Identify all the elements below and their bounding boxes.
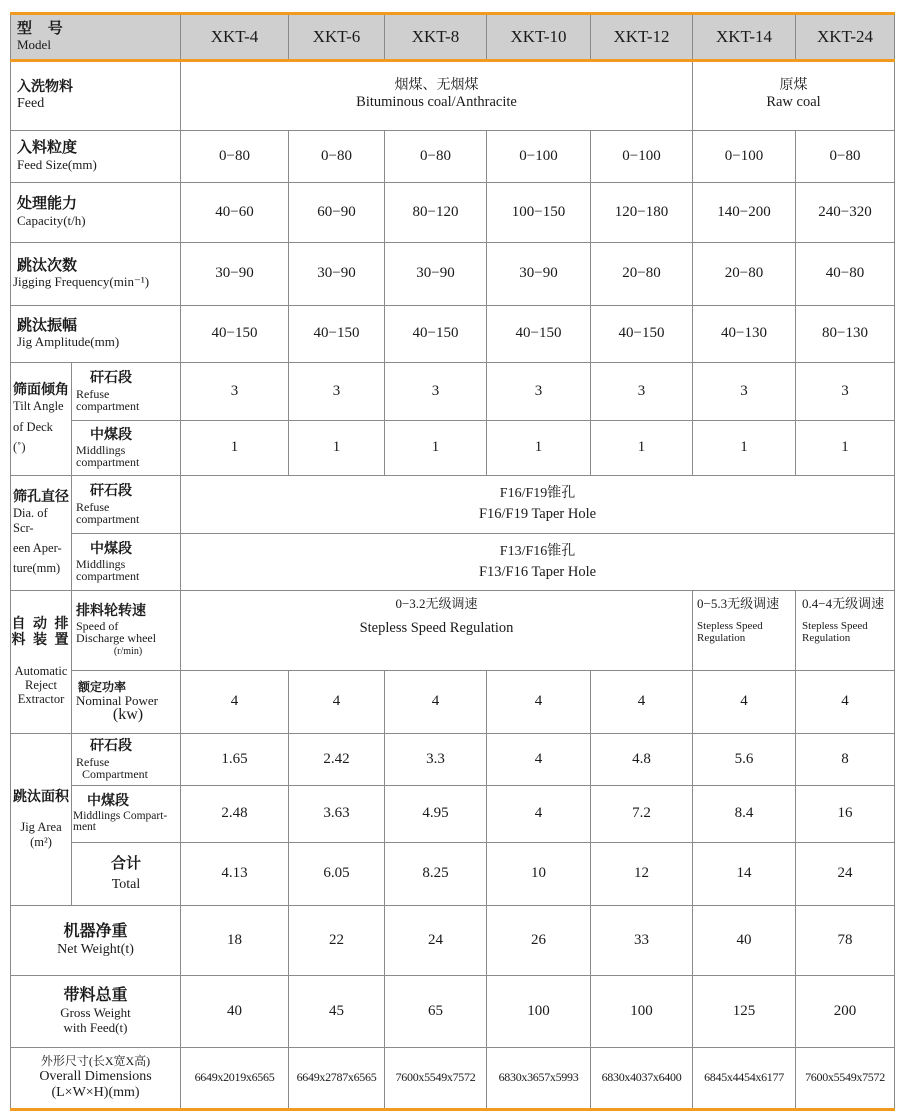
screen-aperture-label-zh: 筛孔直径: [13, 490, 69, 506]
dimensions-label-zh: 外形尺寸(长X宽X高): [40, 1054, 151, 1068]
cell: 7600x5549x7572: [385, 1048, 487, 1110]
cell: 7600x5549x7572: [796, 1048, 895, 1110]
cell: 4: [385, 671, 487, 734]
cell: 4.8: [591, 734, 693, 786]
tilt-refuse-label: [72, 363, 181, 421]
feed-group-raw: [693, 61, 895, 131]
cell: 3: [591, 363, 693, 421]
tilt-refuse-label-zh: 矸石段: [90, 371, 132, 387]
cell: 40−80: [796, 243, 895, 306]
tilt-middlings-label-zh: 中煤段: [90, 427, 132, 443]
discharge-speed-group3: [796, 591, 895, 671]
feed-label: [11, 61, 181, 131]
gross-weight-label-en2: with Feed(t): [63, 1019, 128, 1035]
model-xkt-8: XKT-8: [385, 14, 487, 61]
feed-row: [11, 61, 895, 131]
cell: 0−80: [181, 131, 289, 183]
cell: 24: [796, 843, 895, 906]
jig-area-total-label-zh: 合计: [111, 856, 142, 873]
screen-middlings-label: [72, 534, 181, 591]
cell: 0−80: [796, 131, 895, 183]
tilt-refuse-row: [11, 363, 895, 421]
feed-group-bituminous: [181, 61, 693, 131]
discharge-speed-row: [11, 591, 895, 671]
feed-group1-en: Bituminous coal/Anthracite: [356, 94, 517, 111]
cell: 40−150: [487, 306, 591, 363]
jig-area-label-en: Jig Area: [20, 820, 62, 835]
screen-middlings-row: [11, 534, 895, 591]
cell: 240−320: [796, 183, 895, 243]
discharge-speed-label: [72, 591, 181, 671]
cell: 1: [693, 421, 796, 476]
cell: 40−150: [289, 306, 385, 363]
feed-size-label-en: Feed Size(mm): [17, 156, 97, 172]
feed-size-label-zh: 入料粒度: [17, 140, 78, 157]
cell: 2.42: [289, 734, 385, 786]
dimensions-label-en2: (L×W×H)(mm): [51, 1084, 140, 1100]
cell: 24: [385, 906, 487, 976]
cell: 33: [591, 906, 693, 976]
jig-frequency-label-en: Jigging Frequency(min⁻¹): [13, 274, 150, 290]
cell: 6.05: [289, 843, 385, 906]
jig-area-total-row: [11, 843, 895, 906]
jig-frequency-label-zh: 跳汰次数: [17, 257, 78, 274]
cell: 4: [591, 671, 693, 734]
capacity-label-en: Capacity(t/h): [17, 212, 86, 228]
gross-weight-label-en1: Gross Weight: [60, 1004, 131, 1020]
jig-amplitude-label-en: Jig Amplitude(mm): [17, 334, 120, 350]
jig-frequency-row: [11, 243, 895, 306]
screen-refuse-label: [72, 476, 181, 534]
tilt-angle-label-unit: (˚): [13, 440, 26, 455]
screen-middlings-value: [181, 534, 895, 591]
screen-middlings-value-zh: F13/F16锥孔: [499, 543, 576, 559]
discharge-speed-group3-en: Stepless Speed Regulation: [802, 619, 868, 645]
cell: 8.25: [385, 843, 487, 906]
nominal-power-row: [11, 671, 895, 734]
cell: 3: [693, 363, 796, 421]
tilt-angle-label-en1: Tilt Angle: [13, 399, 64, 414]
cell: 125: [693, 976, 796, 1048]
cell: 100: [487, 976, 591, 1048]
feed-group1-zh: 烟煤、无烟煤: [394, 78, 479, 93]
net-weight-row: [11, 906, 895, 976]
cell: 6830x3657x5993: [487, 1048, 591, 1110]
tilt-middlings-row: [11, 421, 895, 476]
cell: 1: [796, 421, 895, 476]
cell: 30−90: [487, 243, 591, 306]
nominal-power-label-en: Nominal Power: [76, 693, 158, 709]
jig-area-refuse-label-zh: 矸石段: [90, 739, 132, 755]
cell: 6845x4454x6177: [693, 1048, 796, 1110]
cell: 60−90: [289, 183, 385, 243]
jig-area-label: [11, 734, 72, 906]
discharge-speed-group1-en: Stepless Speed Regulation: [359, 619, 514, 636]
cell: 20−80: [591, 243, 693, 306]
screen-refuse-row: [11, 476, 895, 534]
jig-area-refuse-row: [11, 734, 895, 786]
cell: 4.95: [385, 786, 487, 843]
discharge-speed-group1-zh: 0−3.2无级调速: [395, 596, 478, 611]
tilt-angle-label-zh: 筛面倾角: [13, 383, 69, 399]
cell: 2.48: [181, 786, 289, 843]
reject-extractor-label-zh1: 自 动 排: [11, 617, 71, 633]
model-label-zh: 型 号: [17, 20, 69, 37]
cell: 30−90: [289, 243, 385, 306]
model-label-en: Model: [17, 37, 51, 53]
cell: 10: [487, 843, 591, 906]
jig-area-label-unit: (m²): [30, 834, 52, 849]
cell: 6649x2787x6565: [289, 1048, 385, 1110]
cell: 80−120: [385, 183, 487, 243]
discharge-speed-label-en1: Speed of: [76, 619, 119, 634]
cell: 1: [487, 421, 591, 476]
jig-area-total-label: [72, 843, 181, 906]
cell: 0−100: [591, 131, 693, 183]
cell: 20−80: [693, 243, 796, 306]
cell: 78: [796, 906, 895, 976]
gross-weight-label-zh: 带料总重: [63, 987, 128, 1005]
screen-refuse-label-zh: 矸石段: [90, 484, 132, 500]
cell: 45: [289, 976, 385, 1048]
screen-refuse-label-en1: Refuse: [76, 499, 110, 514]
screen-refuse-label-en2: compartment: [76, 511, 140, 526]
cell: 4: [289, 671, 385, 734]
dimensions-label: [11, 1048, 181, 1110]
cell: 3: [289, 363, 385, 421]
cell: 3: [385, 363, 487, 421]
nominal-power-label-zh: 额定功率: [78, 679, 127, 694]
cell: 8.4: [693, 786, 796, 843]
jig-frequency-label: [11, 243, 181, 306]
cell: 3: [181, 363, 289, 421]
cell: 140−200: [693, 183, 796, 243]
discharge-speed-label-unit: (r/min): [113, 646, 143, 658]
reject-extractor-label: [11, 591, 72, 734]
cell: 18: [181, 906, 289, 976]
screen-refuse-value-zh: F16/F19锥孔: [499, 486, 576, 502]
tilt-angle-label-en2: of Deck: [13, 419, 53, 434]
cell: 0−80: [385, 131, 487, 183]
discharge-speed-label-zh: 排料轮转速: [76, 603, 146, 619]
reject-extractor-label-en1: Automatic: [14, 663, 68, 678]
cell: 3: [796, 363, 895, 421]
screen-aperture-label: [11, 476, 72, 591]
tilt-middlings-label-en1: Middlings: [76, 443, 126, 458]
cell: 1: [385, 421, 487, 476]
model-xkt-10: XKT-10: [487, 14, 591, 61]
jig-area-refuse-label-en2: Compartment: [82, 766, 148, 781]
cell: 0−100: [487, 131, 591, 183]
nominal-power-label-unit: (kw): [112, 706, 144, 724]
cell: 5.6: [693, 734, 796, 786]
model-xkt-12: XKT-12: [591, 14, 693, 61]
cell: 8: [796, 734, 895, 786]
jig-area-refuse-label: [72, 734, 181, 786]
cell: 40−150: [385, 306, 487, 363]
cell: 30−90: [181, 243, 289, 306]
cell: 100: [591, 976, 693, 1048]
jig-area-middlings-label-en2: ment: [73, 821, 96, 834]
net-weight-label-zh: 机器净重: [63, 923, 128, 941]
screen-aperture-label-en1: Dia. of Scr-: [13, 506, 48, 535]
gross-weight-label: [11, 976, 181, 1048]
capacity-label-zh: 处理能力: [17, 196, 78, 213]
cell: 40: [693, 906, 796, 976]
cell: 0−80: [289, 131, 385, 183]
cell: 40−130: [693, 306, 796, 363]
cell: 1: [289, 421, 385, 476]
cell: 3: [487, 363, 591, 421]
screen-middlings-label-en1: Middlings: [76, 557, 126, 572]
net-weight-label: [11, 906, 181, 976]
cell: 26: [487, 906, 591, 976]
jig-area-refuse-label-en1: Refuse: [76, 754, 110, 769]
tilt-refuse-label-en2: compartment: [76, 398, 140, 413]
feed-group2-en: Raw coal: [766, 94, 821, 111]
cell: 7.2: [591, 786, 693, 843]
model-xkt-24: XKT-24: [796, 14, 895, 61]
discharge-speed-group3-zh: 0.4−4无级调速: [802, 596, 885, 611]
jig-amplitude-label-zh: 跳汰振幅: [17, 317, 78, 334]
cell: 40: [181, 976, 289, 1048]
cell: 80−130: [796, 306, 895, 363]
model-label: [11, 14, 181, 61]
cell: 1: [181, 421, 289, 476]
cell: 1: [591, 421, 693, 476]
cell: 3.63: [289, 786, 385, 843]
jig-amplitude-row: [11, 306, 895, 363]
discharge-speed-group2: [693, 591, 796, 671]
cell: 4: [693, 671, 796, 734]
model-xkt-14: XKT-14: [693, 14, 796, 61]
cell: 16: [796, 786, 895, 843]
reject-extractor-label-en3: Extractor: [17, 692, 65, 707]
feed-size-label: [11, 131, 181, 183]
feed-group2-zh: 原煤: [779, 78, 808, 93]
discharge-speed-label-en2: Discharge wheel: [76, 631, 157, 646]
jig-area-middlings-label: [72, 786, 181, 843]
reject-extractor-label-zh2: 料 装 置: [11, 633, 71, 649]
cell: 22: [289, 906, 385, 976]
discharge-speed-group2-en: Stepless Speed Regulation: [697, 619, 763, 645]
cell: 100−150: [487, 183, 591, 243]
screen-middlings-value-en: F13/F16 Taper Hole: [478, 563, 597, 580]
cell: 3.3: [385, 734, 487, 786]
jig-amplitude-label: [11, 306, 181, 363]
cell: 4: [487, 671, 591, 734]
discharge-speed-group1: [181, 591, 693, 671]
feed-label-en: Feed: [17, 96, 45, 111]
dimensions-row: [11, 1048, 895, 1110]
tilt-refuse-label-en1: Refuse: [76, 386, 110, 401]
cell: 0−100: [693, 131, 796, 183]
capacity-row: [11, 183, 895, 243]
cell: 4: [796, 671, 895, 734]
cell: 120−180: [591, 183, 693, 243]
screen-aperture-label-en2: een Aper-: [13, 541, 62, 556]
tilt-angle-label: [11, 363, 72, 476]
screen-refuse-value-en: F16/F19 Taper Hole: [478, 506, 597, 523]
gross-weight-row: [11, 976, 895, 1048]
reject-extractor-label-en2: Reject: [25, 677, 57, 692]
tilt-middlings-label-en2: compartment: [76, 455, 140, 470]
cell: 1.65: [181, 734, 289, 786]
feed-size-row: [11, 131, 895, 183]
feed-label-zh: 入洗物料: [17, 79, 73, 95]
jig-area-label-zh: 跳汰面积: [13, 790, 69, 806]
screen-aperture-label-en3: ture(mm): [13, 561, 61, 576]
cell: 4: [487, 786, 591, 843]
nominal-power-label: [72, 671, 181, 734]
cell: 4: [487, 734, 591, 786]
cell: 6649x2019x6565: [181, 1048, 289, 1110]
cell: 40−150: [181, 306, 289, 363]
cell: 12: [591, 843, 693, 906]
jig-area-total-label-en: Total: [111, 876, 141, 892]
screen-refuse-value: [181, 476, 895, 534]
model-xkt-6: XKT-6: [289, 14, 385, 61]
screen-middlings-label-zh: 中煤段: [90, 541, 132, 557]
jig-area-middlings-label-zh: 中煤段: [87, 794, 129, 810]
cell: 4.13: [181, 843, 289, 906]
cell: 40−150: [591, 306, 693, 363]
cell: 40−60: [181, 183, 289, 243]
spec-table: [10, 12, 895, 1111]
cell: 30−90: [385, 243, 487, 306]
cell: 200: [796, 976, 895, 1048]
jig-area-middlings-label-en1: Middlings Compart-: [73, 809, 168, 822]
net-weight-label-en: Net Weight(t): [57, 941, 134, 957]
header-row: [11, 14, 895, 61]
cell: 14: [693, 843, 796, 906]
dimensions-label-en1: Overall Dimensions: [39, 1068, 152, 1084]
screen-middlings-label-en2: compartment: [76, 569, 140, 584]
jig-area-middlings-row: [11, 786, 895, 843]
cell: 4: [181, 671, 289, 734]
tilt-middlings-label: [72, 421, 181, 476]
discharge-speed-group2-zh: 0−5.3无级调速: [697, 596, 780, 611]
cell: 65: [385, 976, 487, 1048]
cell: 6830x4037x6400: [591, 1048, 693, 1110]
model-xkt-4: XKT-4: [181, 14, 289, 61]
capacity-label: [11, 183, 181, 243]
